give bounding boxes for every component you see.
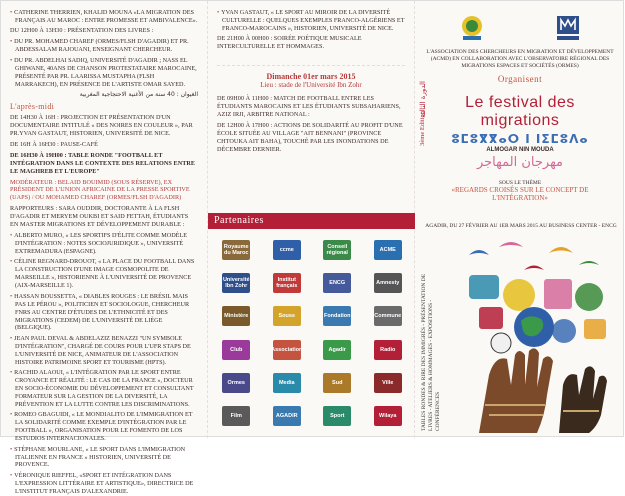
- program-time-solidarite: DE 12H00 À 17H00 : ACTIONS DE SOLIDARITÉ AU PROFIT D'UNE ÉCOLE SITUÉE AU VILLAGE "AIT BENNANI" (PROVINCE CHTOUKA AIT BAHA), TOUCHÉ PAR LES INONDATIONS DE DÉCEMBRE DERNIER.: [217, 122, 403, 153]
- partner-logo-mark: Amnesty: [374, 273, 402, 293]
- day-heading: Dimanche 01er mars 2015: [266, 72, 356, 82]
- partner-logo: [314, 302, 361, 331]
- program-time-soiree: DE 21H00 À 00H00 : SOIRÉE POÉTIQUE MUSICALE INTERCULTURELLE ET HOMMAGES.: [217, 35, 362, 51]
- partner-logo-mark: Souss: [273, 306, 301, 326]
- festival-title-amazigh: ALMOGAR NIN MOUDA: [486, 147, 554, 154]
- acmd-logo: [455, 13, 489, 43]
- partner-logo-mark: Club: [222, 340, 250, 360]
- program-time-table-ronde: DE 16H30 À 19H00 : TABLE RONDE "FOOTBALL ET INTÉGRATION DANS LE CONTEXTE DES RELATIONS ENTRE LE MAGHREB ET L'EUROPE": [10, 151, 196, 175]
- partner-logo-mark: ENCG: [323, 273, 351, 293]
- partner-logo: [264, 402, 311, 431]
- festival-artwork: [449, 235, 619, 433]
- theme-title: «REGARDS CROISÉS SUR LE CONCEPT DE L'INTÉGRATION»: [451, 186, 589, 203]
- partner-logo-mark: Wilaya: [374, 406, 402, 426]
- partner-logo: [264, 235, 311, 264]
- partners-logo-grid: [213, 235, 411, 431]
- partner-logo-mark: ccme: [273, 240, 301, 260]
- program-item: • VÉRONIQUE RIEFFEL, «SPORT ET INTÉGRATION DANS L'EXPRESSION LITTÉRAIRE ET ARTISTIQUE», DIRECTRICE DE L'INSTITUT FRANÇAIS D'ALEXANDRIE.: [10, 472, 198, 496]
- moderator-line: [10, 179, 198, 203]
- partners-header: [208, 213, 415, 229]
- partner-logo: [213, 235, 260, 264]
- partner-logo: [264, 302, 311, 331]
- partner-logo-mark: Fondation: [323, 306, 351, 326]
- partner-logo: [365, 268, 412, 297]
- partner-logo-mark: Media: [273, 373, 301, 393]
- rapporteurs-line: RAPPORTEURS : SARA OUDDIR, DOCTORANTE À LA FLSH D'AGADIR ET MERYEM OUKBI ET SAID FETTAH, ÉTUDIANTS EN MASTER MIGRATIONS ET DÉVELOPPEMENT DURABLE :: [10, 205, 189, 229]
- partner-logo: [213, 335, 260, 364]
- divider: [217, 65, 405, 66]
- partner-logo: [314, 368, 361, 397]
- organisent-label: Organisent: [497, 74, 543, 85]
- partner-logo: [314, 335, 361, 364]
- partner-logo-mark: Radio: [374, 340, 402, 360]
- partner-logo-mark: Film: [222, 406, 250, 426]
- partner-logo-mark: AGADIR: [273, 406, 301, 426]
- program-item: • HASSAN BOUSSETTA, « DIABLES ROUGES : LE BRÉSIL MAIS PAS LE PÉROU », POLITICIEN ET SOCIOLOGUE, CHERCHEUR FNRS AU CENTRE D'ÉTUDES DE L'ETHNICITÉ ET DES MIGRATIONS (CEDEM) DE L'UNIVERSITÉ DE LIÈGE (BELGIQUE).: [10, 293, 198, 333]
- partner-logo-mark: ACME: [374, 240, 402, 260]
- program-item: • DU PR. ABDELHAI SADIQ, UNIVERSITÉ D'AGADIR ; NASS EL GHIWANE, 40ANS DE CHANSON PROTESTATAIRE MAROCAINE, PRÉSENTÉ PAR PR. LAARISSA MUSTAPHA (FLSH MARRAKECH), EN PRÉSENCE DE L'ARTISTE OMAR SAYED.: [10, 57, 198, 89]
- partner-logo-mark: Institut français: [273, 273, 301, 293]
- partner-logo: [314, 268, 361, 297]
- partner-logo: [213, 402, 260, 431]
- partner-logo-mark: Agadir: [323, 340, 351, 360]
- partner-logo-mark: Sud: [323, 373, 351, 393]
- partner-logo-mark: Ministère: [222, 306, 250, 326]
- edition-label-arabic: الدورة الثالثة: [419, 81, 427, 118]
- program-item: • YVAN GASTAUT, « LE SPORT AU MIROIR DE LA DIVERSITÉ CULTURELLE : QUELQUES EXEMPLES FRANCO-ALGÉRIENS ET FRANCO-MAROCAINS », HISTORIEN, UNIVERSITÉ DE NICE.: [217, 9, 405, 33]
- partner-logo: [213, 302, 260, 331]
- program-item: • CATHERINE THERRIEN, KHALID MOUNA «LA MIGRATION DES FRANÇAIS AU MAROC : ENTRE PROMESSE ET AMBIVALENCE».: [10, 9, 198, 25]
- program-item: • ALBERTO MURO, « LES SPORTIFS D'ÉLITE COMME MODÈLE D'INTÉGRATION : NOTES SOCIOJURIDIQUE », UNIVERSITÉ EXTREMADURA (ESPAGNE).: [10, 232, 198, 256]
- partner-logo: [365, 368, 412, 397]
- program-time-match: DE 09H00 À 11H00 : MATCH DE FOOTBALL ENTRE LES ÉTUDIANTS MAROCAINS ET LES ÉTUDIANTS SUBSAHARIENS, AZIZ IRJI, ARBITRE NATIONAL :: [217, 95, 401, 119]
- moderator-text: MODÉRATEUR : BELAID BOUIMID (SOUS RÉSERVE), EX PRÉSIDENT DE L'UNION AFRICAINE DE LA PRESSE SPORTIVE (UAPS) / OU MOHAMED CHAREF (ORMES/FLSH D'AGADIR): [10, 178, 190, 202]
- partner-logo-mark: Conseil régional: [323, 240, 351, 260]
- partner-logo: [365, 302, 412, 331]
- partner-logo: [264, 368, 311, 397]
- program-item: • JEAN PAUL DEVAL & ABDELAZIZ BENAZZI "UN SYMBOLE D'INTÉGRATION", CHARGÉ DE COURS POUR L'UFR STAPS DE L'UNIVERSITÉ DE NICE, ANIMATEUR DE L'ASSOCIATION HISTOIRE PATRIMOINE SPORT ET TOURISME (HPTS).: [10, 335, 198, 367]
- partner-logo-mark: Sport: [323, 406, 351, 426]
- organizers-text: L'ASSOCIATION DES CHERCHEURS EN MIGRATION ET DÉVELOPPEMENT (ACMD) EN COLLABORATION AVEC L'OBSERVATOIRE RÉGIONAL DES MIGRATIONS ESPACES ET SOCIÉTÉS (ORMES): [426, 49, 614, 70]
- program-time-projection: DE 14H30 À 16H : PROJECTION ET PRÉSENTATION D'UN DOCUMENTAIRE INTITULÉ « DES NOIRES EN COULEUR », PAR PR.YVAN GASTAUT, HISTORIEN, UNIVERSITÉ DE NICE.: [10, 113, 193, 137]
- festival-title-tifinagh: ⵓⵎⵓⴳⴳⴰⵔ ⵏ ⵏⵉⵎⵓⴷⴰ: [451, 132, 589, 147]
- organizer-logos: [424, 11, 616, 45]
- festival-title: Le festival des migrations: [465, 94, 575, 130]
- program-column-left: [1, 1, 208, 495]
- hands-illustration: [479, 348, 607, 433]
- partner-logo: [365, 402, 412, 431]
- partner-logo-mark: Université Ibn Zohr: [222, 273, 250, 293]
- partner-logo-mark: Commune: [374, 306, 402, 326]
- festival-title-arabic: مهرجان المهاجر: [476, 155, 564, 171]
- venue-date: AGADIR, DU 27 FÉVRIER AU 1ER MARS 2015 AU BUSINESS CENTER - ENCG: [425, 223, 617, 229]
- section-heading-afternoon: L'après-midi: [10, 101, 55, 111]
- edition-label: 3ème Edition: [419, 111, 426, 146]
- partner-logo-mark: Ormes: [222, 373, 250, 393]
- partner-logo: [213, 268, 260, 297]
- program-item: • STÉPHANE MOURLANE, « LE SPORT DANS L'IMMIGRATION ITALIENNE EN FRANCE » HISTORIEN, UNIVERSITÉ DE PROVENCE.: [10, 446, 198, 470]
- partners-title: Partenaires: [214, 215, 264, 226]
- theme-label: SOUS LE THÈME: [498, 180, 542, 187]
- partner-logo: [365, 235, 412, 264]
- activities-vertical-text: TABLES RONDES & RIRE DES IMMIGRÉS - PRÉSENTATION DE LIVRES - ATELIERS & HOMMAGES - EXPOSITIONS - CONFÉRENCES: [421, 273, 441, 431]
- program-item: • ROMEO GBAGUIDI, « LE MONDIALITO DE L'IMMIGRATION ET LA SOLIDARITÉ COMME EXEMPLE D'INTÉGRATION PAR LE FOOTBALL », ORGANISATION POUR LE FOMENTO DE LOS ESTUDIOS INTERNACIONALES.: [10, 411, 198, 443]
- partner-logo: [213, 368, 260, 397]
- program-item: • CÉLINE REGNARD-DROUOT, « LA PLACE DU FOOTBALL DANS LA CONSTRUCTION D'UNE IMAGE COSMOPOLITE DE MARSEILLE », HISTORIENNE À L'UNIVERSITÉ DE PROVENCE (AIX-MARSEILLE 1).: [10, 258, 198, 290]
- partner-logo-mark: Association: [273, 340, 301, 360]
- partner-logo: [264, 268, 311, 297]
- day-location: Lieu : stade de l'Université Ibn Zohr: [260, 81, 362, 90]
- partner-logo-mark: Ville: [374, 373, 402, 393]
- arabic-line: الغيوان : 40 سنة من الأغنية الاحتجاجية المغربية: [79, 90, 198, 98]
- shapes-illustration: [469, 275, 606, 353]
- program-time-pause: DE 16H À 16H30 : PAUSE-CAFÉ: [10, 140, 98, 148]
- program-item: • DU PR. MOHAMED CHAREF (ORMES/FLSH D'AGADIR) ET PR. ABDESSALAM RAJOUANI, ENSEIGNANT CHERCHEUR.: [10, 38, 198, 54]
- program-item: • RACHID ALAOUI, « L'INTÉGRATION PAR LE SPORT ENTRE CROYANCE ET RÉALITÉ : LE CAS DE LA FRANCE », DOCTEUR EN SOCIO-ÉCONOMIE DU DÉVELOPPEMENT ET CONSULTANT FORMATEUR SUR LA GESTION DE LA DIVERSITÉ, LA PRÉVENTION ET LA LUTTE CONTRE LES DISCRIMINATIONS.: [10, 369, 198, 409]
- program-time-books: DU 12H00 À 13H30 : PRÉSENTATION DES LIVRES :: [10, 27, 154, 35]
- partner-logo: [365, 335, 412, 364]
- partner-logo: [314, 235, 361, 264]
- partner-logo: [314, 402, 361, 431]
- birds-illustration: [469, 242, 599, 270]
- partner-logo: [264, 335, 311, 364]
- ormes-logo: [551, 13, 585, 43]
- partner-logo-mark: Royaume du Maroc: [222, 240, 250, 260]
